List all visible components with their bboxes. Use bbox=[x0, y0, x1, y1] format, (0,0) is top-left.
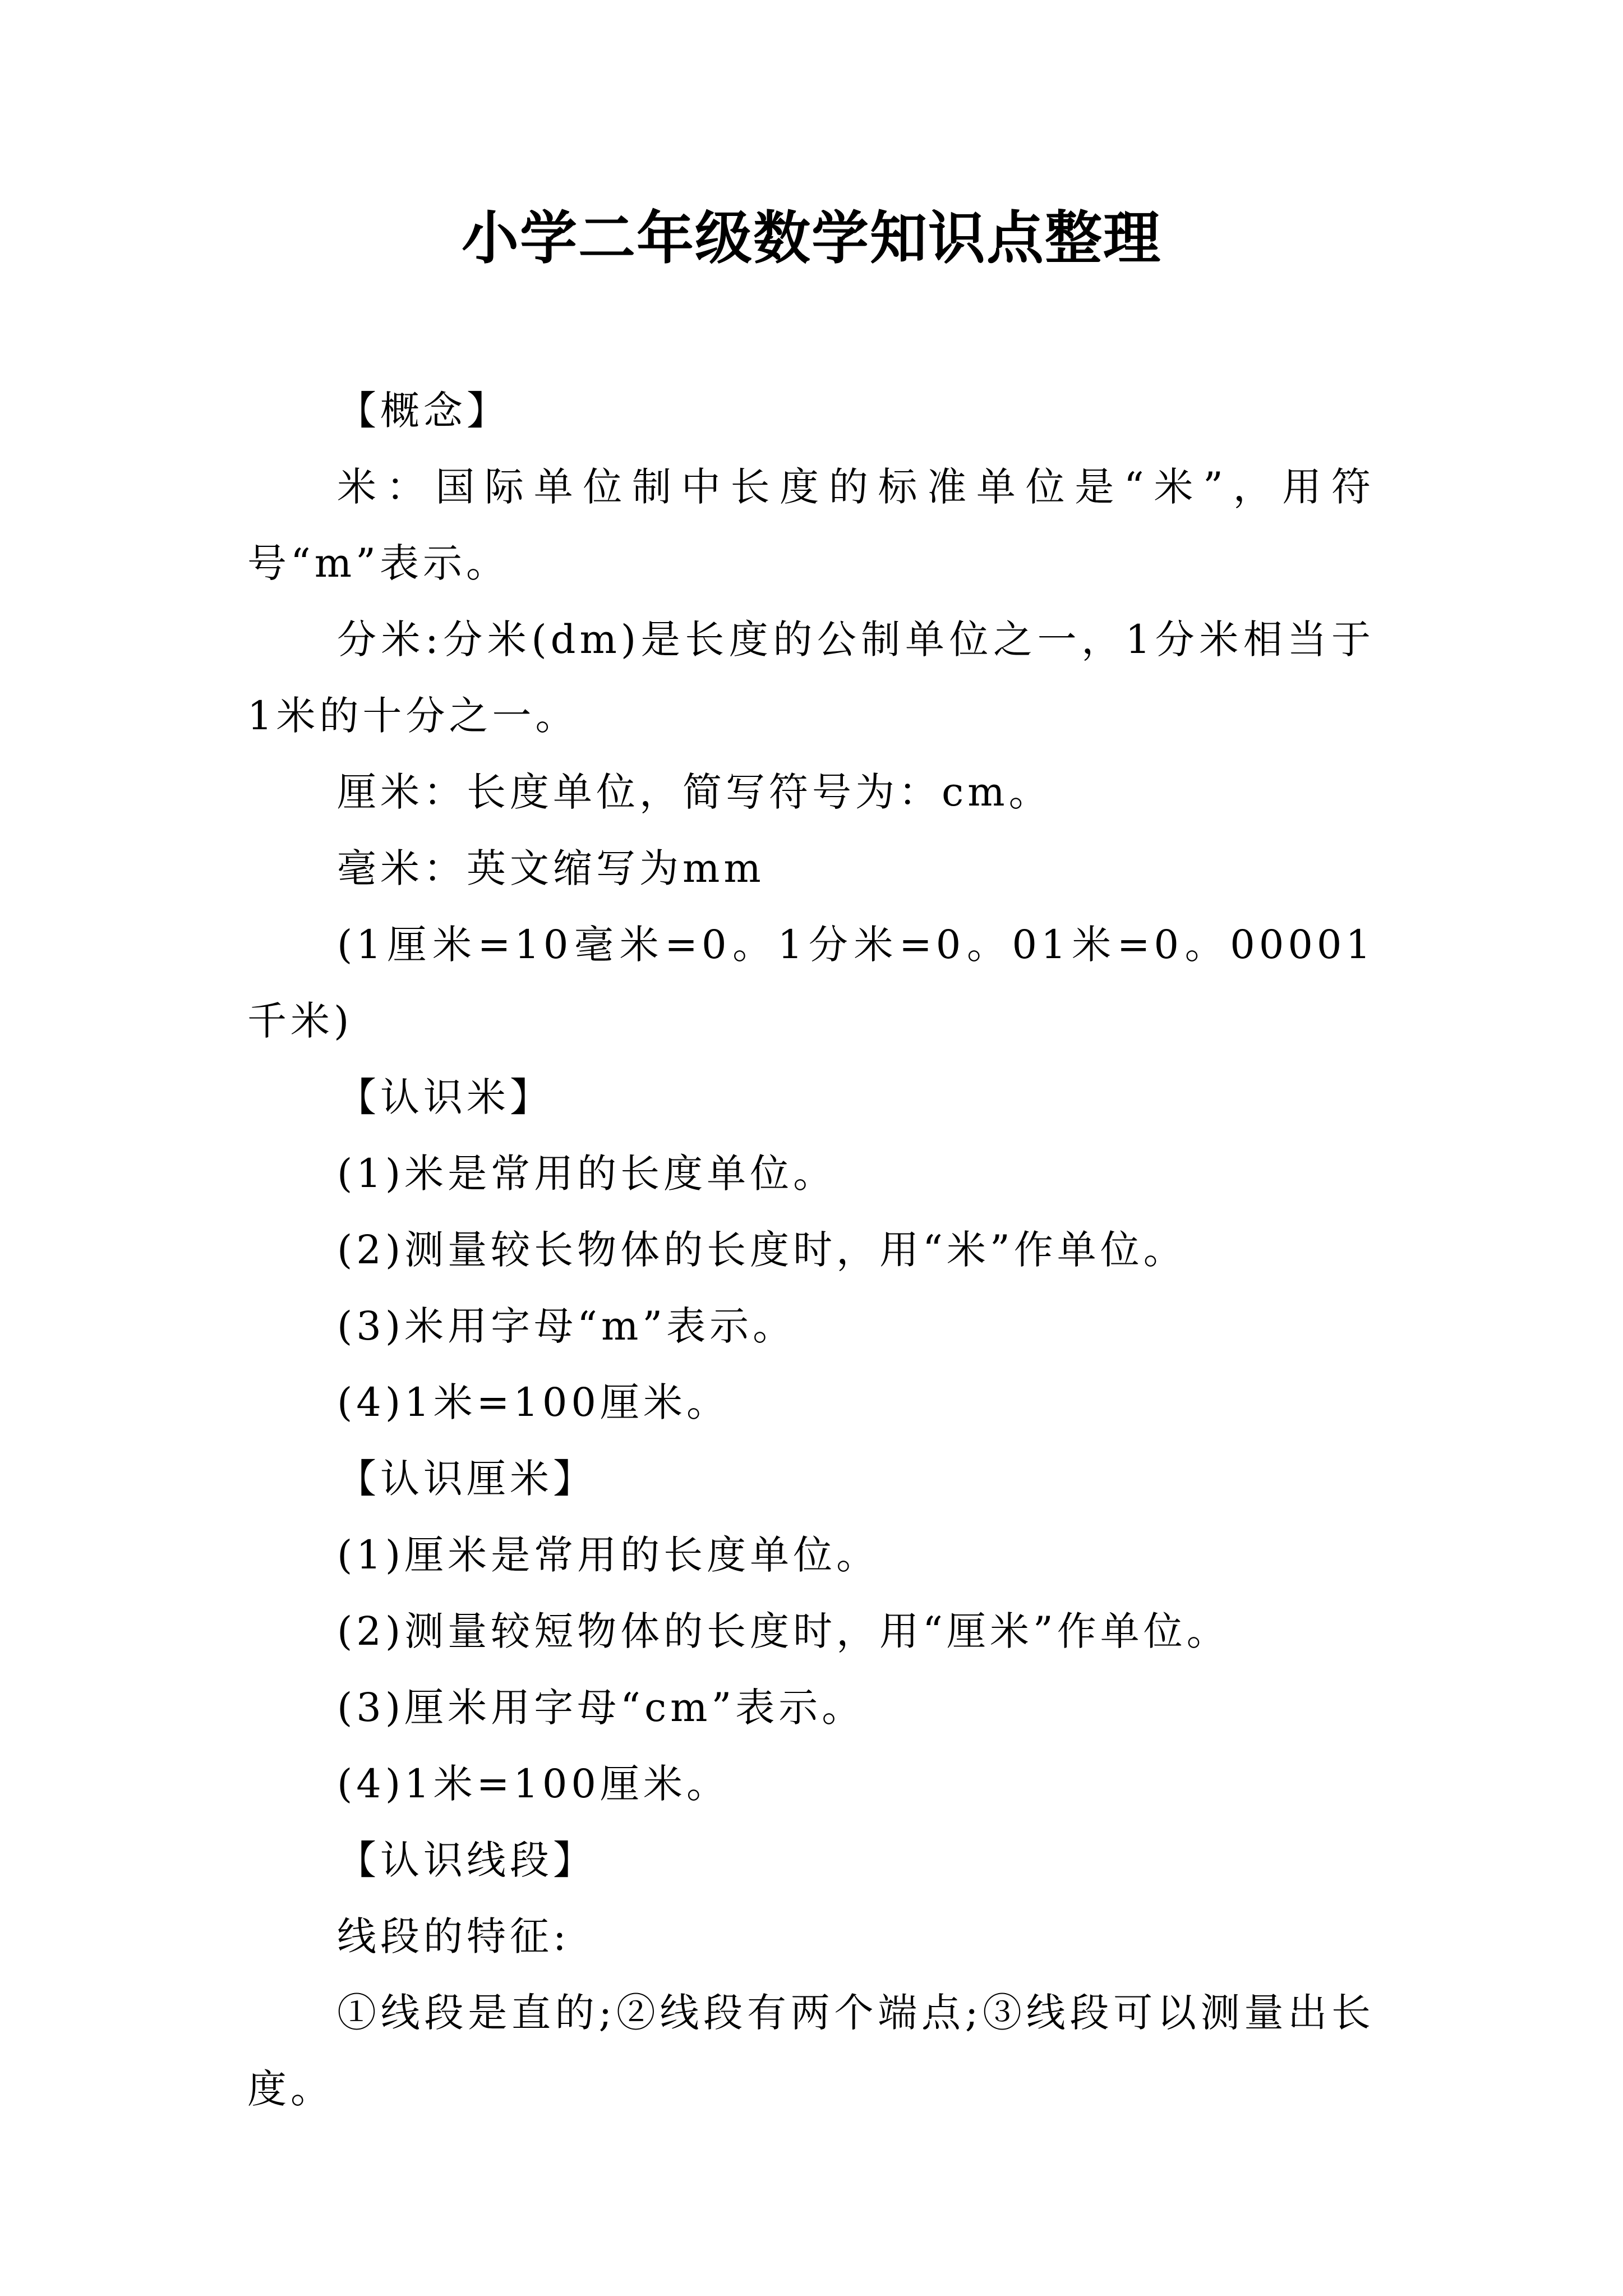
list-item-centimeter-1: (1)厘米是常用的长度单位。 bbox=[337, 1532, 880, 1578]
list-item-centimeter-2: (2)测量较短物体的长度时，用“厘米”作单位。 bbox=[337, 1608, 1230, 1654]
paragraph-millimeter-definition: 毫米：英文缩写为mm bbox=[337, 845, 765, 891]
paragraph-segment-features: ①线段是直的;②线段有两个端点;③线段可以测量出长度。 bbox=[247, 1990, 1375, 2112]
section-heading-centimeter: 【认识厘米】 bbox=[337, 1456, 596, 1502]
paragraph-unit-conversion: (1厘米=10毫米=0。1分米=0。01米=0。00001千米) bbox=[247, 922, 1375, 1044]
paragraph-decimeter-definition: 分米:分米(dm)是长度的公制单位之一，1分米相当于1米的十分之一。 bbox=[247, 616, 1375, 739]
document-body bbox=[247, 372, 1375, 2127]
paragraph-meter-definition: 米：国际单位制中长度的标准单位是“米”，用符号“m”表示。 bbox=[247, 464, 1375, 586]
list-item-centimeter-4: (4)1米=100厘米。 bbox=[337, 1761, 730, 1807]
list-item-centimeter-3: (3)厘米用字母“cm”表示。 bbox=[337, 1685, 865, 1731]
document-title: 小学二年级数学知识点整理 bbox=[462, 205, 1161, 272]
section-heading-concept: 【概念】 bbox=[337, 388, 510, 434]
list-item-meter-1: (1)米是常用的长度单位。 bbox=[337, 1151, 837, 1197]
list-item-meter-2: (2)测量较长物体的长度时，用“米”作单位。 bbox=[337, 1227, 1187, 1273]
paragraph-segment-features-label: 线段的特征: bbox=[337, 1913, 570, 1959]
list-item-meter-3: (3)米用字母“m”表示。 bbox=[337, 1303, 796, 1349]
section-heading-meter: 【认识米】 bbox=[337, 1074, 553, 1120]
paragraph-centimeter-definition: 厘米：长度单位，简写符号为：cm。 bbox=[337, 769, 1052, 815]
section-heading-line-segment: 【认识线段】 bbox=[337, 1837, 596, 1883]
list-item-meter-4: (4)1米=100厘米。 bbox=[337, 1379, 730, 1425]
